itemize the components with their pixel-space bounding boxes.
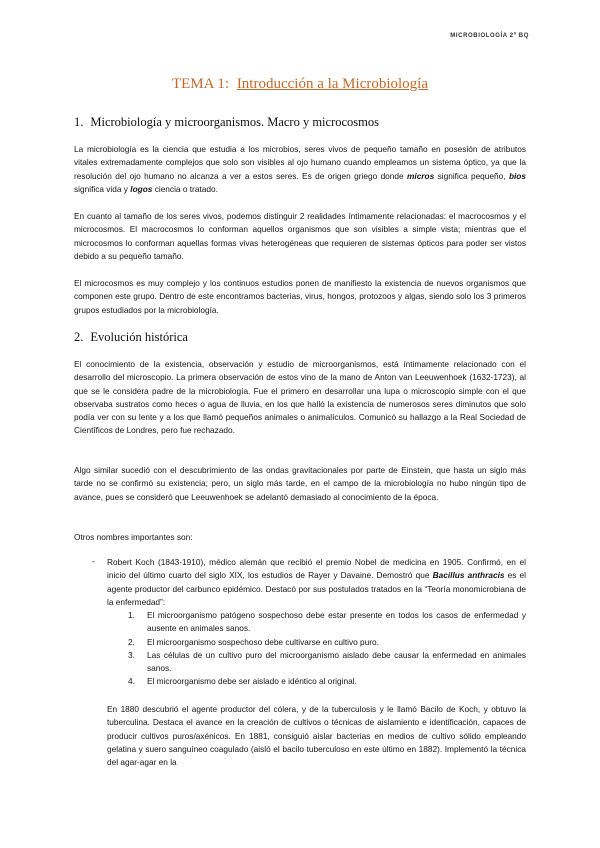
section-number: 2. bbox=[74, 330, 84, 344]
list-number: 3. bbox=[128, 649, 135, 660]
list-number: 2. bbox=[128, 636, 135, 647]
running-header: MICROBIOLOGÍA 2º BQ bbox=[450, 33, 529, 39]
title-text: Introducción a la Microbiología bbox=[236, 76, 429, 92]
text-run: ciencia o tratado. bbox=[152, 183, 218, 194]
text-run: significa pequeño, bbox=[434, 170, 509, 181]
list-text: El microorganismo sospechoso debe cultivarse en cultivo puro. bbox=[147, 636, 379, 647]
section-title: Evolución histórica bbox=[90, 330, 188, 344]
text-run: significa vida y bbox=[74, 183, 131, 194]
term-logos: logos bbox=[130, 183, 153, 194]
term-micros: micros bbox=[407, 170, 435, 181]
list-text: El microorganismo debe ser aislado e idéntico al original. bbox=[147, 676, 357, 687]
text-run: Robert Koch (1843-1910), médico alemán que recibió el premio Nobel de medicina en 1905. Confirmó, en el inicio del último cuarto del siglo XIX, los estudios de Rayer y Davaine. Demostró que bbox=[107, 557, 526, 581]
list-number: 4. bbox=[128, 676, 135, 687]
paragraph-koch bbox=[107, 556, 526, 609]
section-heading-1 bbox=[74, 115, 379, 130]
section-heading-2 bbox=[74, 330, 188, 345]
title-label: TEMA 1: bbox=[171, 76, 230, 92]
term-bacillus-anthracis: Bacillus anthracis bbox=[432, 570, 505, 581]
bullet-marker: - bbox=[92, 556, 95, 566]
list-text: El microorganismo patógeno sospechoso debe estar presente en todos los casos de enfermedad y ausente en animales sanos. bbox=[147, 610, 526, 634]
list-text: Las células de un cultivo puro del microorganismo aislado debe causar la enfermedad en animales sanos. bbox=[147, 649, 526, 674]
list-item bbox=[128, 649, 526, 676]
section-title: Microbiología y microorganismos. Macro y microcosmos bbox=[90, 115, 379, 129]
postulates-list bbox=[128, 609, 526, 689]
list-item bbox=[128, 675, 526, 688]
paragraph-leeuwenhoek: El conocimiento de la existencia, observación y estudio de microorganismos, está íntimamente relacionado con el desarrollo del microscopio. La primera observación de estos vino de la mano de Anton van Leeuwenhoek (1632-1723), al que se le considera padre de la microbiología. Fue el primero en desarrollar una lupa o microscopio simple con el que observaba sustratos como heces o agua de lluvia, en los que halló la existencia de numerosos seres diminutos que solo podía ver con su lente y a los que llamó pequeños animales o animalículos. Comunicó su hallazgo a la Real Sociedad de Científicos de Londres, pero fue rechazado. bbox=[74, 359, 526, 436]
paragraph-other-names: Otros nombres importantes son: bbox=[74, 532, 193, 542]
list-item bbox=[128, 609, 526, 636]
term-bios: bios bbox=[508, 170, 526, 181]
paragraph-koch-discoveries: En 1880 descubrió el agente productor del cólera, y de la tuberculosis y le llamó Bacilo de Koch, y obtuvo la tuberculina. Destaca el avance en la creación de cultivos o técnicas de aislamiento e identificación, capaces de producir cultivos puros/axénicos. En 1881, consiguió aislar bacterias en medios de cultivo sólido empleando gelatina y suero sanguíneo coagulado (aisló el bacilo tuberculoso en este último en 1882). Implementó la técnica del agar-agar en la bbox=[107, 704, 526, 768]
page-title bbox=[0, 76, 600, 93]
paragraph-definition bbox=[74, 143, 526, 196]
section-number: 1. bbox=[74, 115, 84, 129]
paragraph-macro-micro: En cuanto al tamaño de los seres vivos, podemos distinguir 2 realidades íntimamente relacionadas: el macrocosmos y el microcosmos. El macrocosmos lo conforman aquellos organismos que son visibles a simple vista; mientras que el microcosmos lo conforman aquellas formas vivas heterogéneas que requieren de sistemas ópticos para poder ser vistos debido a su pequeño tamaño. bbox=[74, 211, 526, 261]
text-run: La microbiología es la ciencia que estudia a los microbios, seres vivos de pequeño tamaño en posesión de atributos vitales extremadamente complejos que solo son visibles al ojo humano cuando empleamos un sistema óptico, ya que la resolución del ojo humano no alcanza a ver a estos seres. Es de origen griego donde bbox=[74, 144, 526, 181]
paragraph-einstein: Algo similar sucedió con el descubrimiento de las ondas gravitacionales por parte de Einstein, que hasta un siglo más tarde no se confirmó su existencia; pero, un siglo más tarde, en el campo de la microbiología no hubo ningún tipo de avance, pues se consideró que Leeuwenhoek se adelantó demasiado al conocimiento de la época. bbox=[74, 465, 526, 502]
list-number: 1. bbox=[128, 610, 135, 620]
text-run: es el agente productor del carbunco epidémico. Destacó por sus postulados tratados en la “Teoría monomicrobiana de la enfermedad”: bbox=[107, 570, 526, 607]
paragraph-microcosmos: El microcosmos es muy complejo y los continuos estudios ponen de manifiesto la existencia de nuevos organismos que componen este grupo. Dentro de este encontramos bacterias, virus, hongos, protozoos y algas, siendo solo los 3 primeros grupos estudiados por la microbiología. bbox=[74, 278, 526, 315]
list-item bbox=[128, 636, 526, 649]
